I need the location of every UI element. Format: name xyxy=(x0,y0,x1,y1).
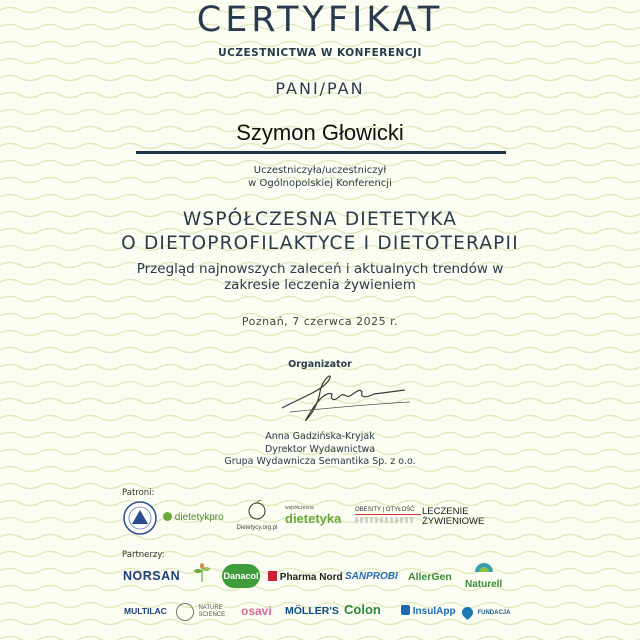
partner-logo-danacol: Danacol xyxy=(222,564,260,588)
wave-line xyxy=(0,331,640,336)
conference-subtitle xyxy=(0,261,640,293)
wave-line xyxy=(0,586,640,591)
signer-title: Dyrektor Wydawnictwa xyxy=(264,443,376,455)
conference-subtitle-line-2: zakresie leczenia żywieniem xyxy=(224,277,416,293)
patron-logo-obesity: OBESITY | OTYŁOŚĆ xyxy=(355,507,421,523)
certificate-subtitle: UCZESTNICTWA W KONFERENCJI xyxy=(218,47,422,59)
patron-logo-leczenie-zywieniowe: LECZENIE ŻYWIENIOWE xyxy=(422,506,485,527)
partner-logo-mollers: MÖLLER'S xyxy=(285,605,339,617)
participation-line-2: w Ogólnopolskiej Konferencji xyxy=(248,177,392,189)
certificate-title: CERTYFIKAT xyxy=(196,0,444,40)
wave-line xyxy=(0,297,640,302)
signer-company: Grupa Wydawnicza Semantika Sp. z o.o. xyxy=(224,456,416,467)
patron-logo-society xyxy=(122,500,158,541)
society-emblem-icon xyxy=(122,500,158,536)
salutation: PANI/PAN xyxy=(275,79,365,98)
naturell-sun-icon xyxy=(473,560,495,574)
partners-label: Partnerzy: xyxy=(122,550,165,560)
partner-logo-insulapp: InsulApp xyxy=(401,605,456,617)
conference-subtitle-line-1: Przegląd najnowszych zaleceń i aktualnych trendów w xyxy=(136,261,504,277)
signer-block xyxy=(0,431,640,469)
partner-logo-herbal xyxy=(190,562,214,589)
name-underline xyxy=(136,151,506,154)
partner-logo-sanprobi: SANPROBI xyxy=(345,571,398,582)
partner-logo-multilac: MULTILAC xyxy=(124,606,167,616)
wave-line xyxy=(0,535,640,540)
conference-title-line-2: O DIETOPROFILAKTYCE I DIETOTERAPII xyxy=(121,233,519,254)
herb-icon xyxy=(190,562,214,584)
wave-line xyxy=(0,637,640,640)
organizer-label: Organizator xyxy=(288,359,352,370)
participation-line-1: Uczestniczyła/uczestniczył xyxy=(253,165,387,176)
pharma-nord-flag-icon xyxy=(268,571,277,581)
wave-line xyxy=(0,110,640,115)
partner-logo-fundacja: FUNDACJA xyxy=(462,604,510,622)
nature-science-emblem-icon xyxy=(176,603,194,621)
recipient-name: Szymon Głowicki xyxy=(236,120,404,145)
insulapp-icon xyxy=(401,605,410,615)
partner-logo-colon: Colon xyxy=(344,602,381,617)
conference-title xyxy=(0,208,640,256)
partner-logo-pharma-nord: Pharma Nord xyxy=(268,571,343,583)
wave-line xyxy=(0,348,640,353)
wave-line xyxy=(0,195,640,200)
participation-statement xyxy=(0,165,640,190)
signer-name: Anna Gadzińska-Kryjak xyxy=(265,431,375,442)
apple-icon xyxy=(246,500,268,520)
patron-logo-wspolczesna-dietetyka: współczesna dietetyka xyxy=(285,505,342,526)
wave-line xyxy=(0,552,640,557)
wave-line xyxy=(0,42,640,47)
wave-line xyxy=(0,59,640,64)
place-and-date: Poznań, 7 czerwca 2025 r. xyxy=(241,315,399,328)
partner-logo-naturell: Naturell xyxy=(465,560,502,590)
wave-line xyxy=(0,484,640,489)
patron-logo-dietetykpro: dietetykpro xyxy=(163,512,224,523)
partner-logo-norsan: NORSAN xyxy=(123,569,181,583)
patron-logo-dietetycy: Dietetycy.org.pl xyxy=(232,500,282,531)
signature-image xyxy=(270,368,420,426)
fundacja-heart-icon xyxy=(460,605,476,621)
partner-logo-allergen: AllerGen xyxy=(408,571,452,583)
conference-title-line-1: WSPÓŁCZESNA DIETETYKA xyxy=(182,209,458,230)
patrons-label: Patroni: xyxy=(122,488,155,498)
partner-logo-osavi: osavi xyxy=(241,604,272,618)
wave-line xyxy=(0,620,640,625)
leaf-icon xyxy=(163,512,172,521)
partner-logo-nature-science: NATURE SCIENCE xyxy=(176,603,232,621)
